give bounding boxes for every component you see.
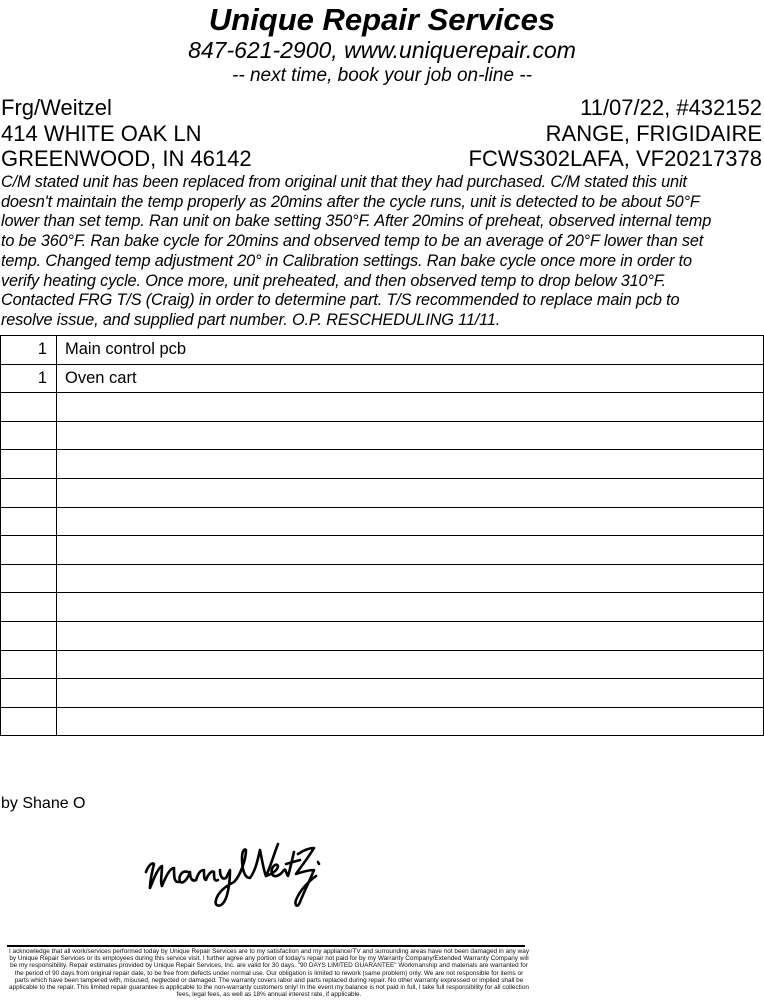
- table-row: [1, 564, 764, 593]
- part-qty: [1, 478, 57, 507]
- job-date-number: 11/07/22, #432152: [580, 95, 762, 120]
- table-row: [1, 593, 764, 622]
- part-qty: [1, 450, 57, 479]
- notes-line: doesn't maintain the temp properly as 20mins after the cycle runs, unit is detected to be about 50°F: [1, 192, 700, 211]
- part-description: [57, 450, 764, 479]
- part-qty: [1, 707, 57, 736]
- part-qty: [1, 593, 57, 622]
- table-row: [1, 507, 764, 536]
- table-row: [1, 679, 764, 708]
- company-name: Unique Repair Services: [208, 2, 556, 37]
- table-row: [1, 421, 764, 450]
- part-description: [57, 707, 764, 736]
- part-qty: [1, 507, 57, 536]
- notes-line: verify heating cycle. Once more, unit preheated, and then observed temp to drop below 310°F.: [1, 271, 666, 290]
- table-row: [1, 536, 764, 565]
- part-qty: [1, 564, 57, 593]
- job-appliance: RANGE, FRIGIDAIRE: [545, 120, 762, 146]
- part-qty: 1: [1, 336, 57, 365]
- part-qty: [1, 679, 57, 708]
- table-row: [1, 621, 764, 650]
- company-tagline: -- next time, book your job on-line --: [232, 65, 532, 86]
- part-description: [57, 593, 764, 622]
- part-qty: 1: [1, 364, 57, 393]
- part-qty: [1, 650, 57, 679]
- table-row: [1, 650, 764, 679]
- part-description: [57, 564, 764, 593]
- part-qty: [1, 621, 57, 650]
- part-description: [57, 621, 764, 650]
- table-row: [1, 478, 764, 507]
- notes-line: lower than set temp. Ran unit on bake setting 350°F. After 20mins of preheat, observed internal temp: [1, 212, 712, 231]
- document-header: [0, 0, 764, 88]
- part-description: [57, 679, 764, 708]
- table-row: [1, 336, 764, 365]
- disclaimer-divider: [7, 945, 525, 947]
- notes-line: temp. Changed temp adjustment 20° in Calibration settings. Ran bake cycle once more in order to: [1, 251, 692, 270]
- customer-name: Frg/Weitzel: [1, 95, 112, 120]
- customer-block: [1, 95, 252, 172]
- part-qty: [1, 421, 57, 450]
- notes-line: to be 360°F. Ran bake cycle for 20mins and observed temp to be an average of 20°F lower than set: [1, 232, 704, 251]
- notes-line: Contacted FRG T/S (Craig) in order to determine part. T/S recommended to replace main pcb to: [1, 291, 680, 310]
- job-model-serial: FCWS302LAFA, VF20217378: [468, 146, 762, 171]
- notes-line: resolve issue, and supplied part number. O.P. RESCHEDULING 11/11.: [1, 310, 501, 329]
- part-description: Main control pcb: [57, 336, 764, 365]
- disclaimer-text: I acknowledge that all work/services performed today by Unique Repair Services are to my satisfaction and my appliance/TV and surrounding areas have not been damaged in any way by Unique Repair Services or its employees during this service visit. I further agree any portion of today's repair not paid for by my Warranty Company/Extended Warranty Company will be my responsibility. Repair estimates provided by Unique Repair Services, Inc. are valid for 30 days. "90 DAYS LIMITED GUARANTEE" Workmanship and materials are warranted for the period of 90 days from original repair date, to be free from defects under normal use. Our obligation is limited to rework (same problem) only. We are not responsible for items or parts which have been tampered with, misused, neglected or damaged. The warranty covers labor and parts replaced during repair. No other warranty expressed or implied shall be applicable to the repair. This limited repair guarantee is applicable to the non-warranty customers only! In the event my balance is not paid in full, I take full responsibility for all collection fees, legal fees, as well as 18% annual interest rate, if applicable.: [8, 948, 530, 999]
- customer-city-state-zip: GREENWOOD, IN 46142: [1, 146, 252, 171]
- table-row: [1, 707, 764, 736]
- part-description: [57, 536, 764, 565]
- part-qty: [1, 536, 57, 565]
- table-row: [1, 450, 764, 479]
- company-contact: 847-621-2900, www.uniquerepair.com: [188, 37, 576, 63]
- technician-label: by Shane O: [1, 795, 86, 812]
- part-description: Oven cart: [57, 364, 764, 393]
- part-description: [57, 393, 764, 422]
- parts-table: [0, 335, 764, 736]
- signature-icon: [138, 830, 328, 915]
- table-row: [1, 393, 764, 422]
- job-block: [469, 95, 763, 172]
- customer-street: 414 WHITE OAK LN: [1, 120, 202, 146]
- part-description: [57, 478, 764, 507]
- part-description: [57, 421, 764, 450]
- table-row: [1, 364, 764, 393]
- service-notes: [1, 173, 761, 331]
- part-qty: [1, 393, 57, 422]
- notes-line: C/M stated unit has been replaced from original unit that they had purchased. C/M stated this unit: [1, 173, 687, 191]
- part-description: [57, 507, 764, 536]
- part-description: [57, 650, 764, 679]
